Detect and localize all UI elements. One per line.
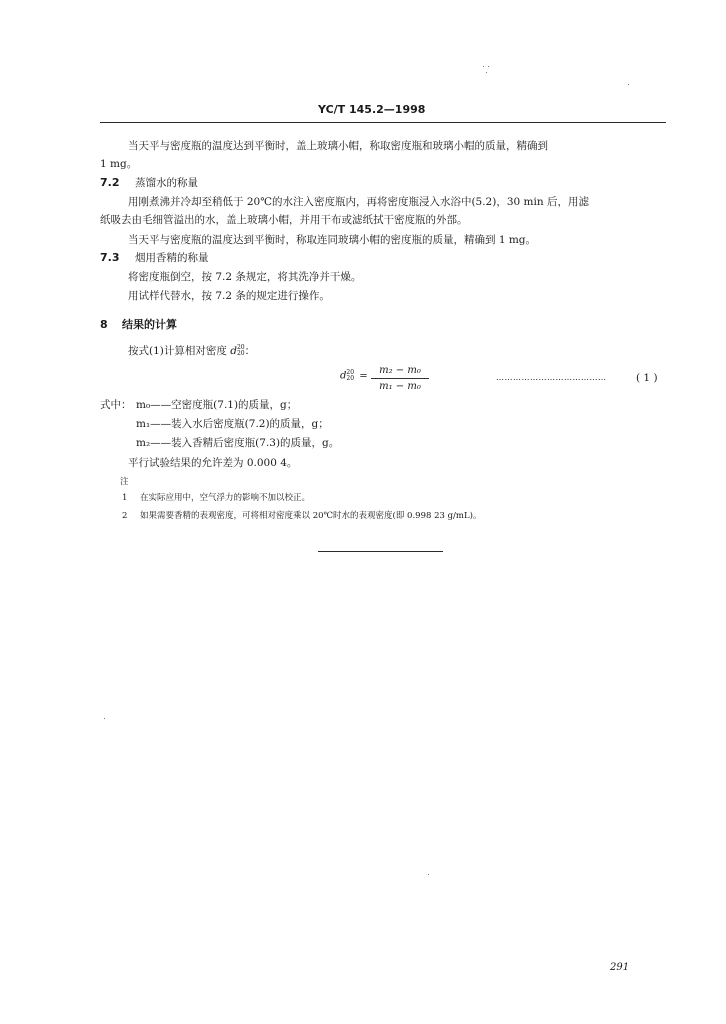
note-text: 如果需要香精的表观密度，可将相对密度乘以 20℃时水的表观密度(即 0.998 23 g/mL)。: [140, 511, 482, 521]
formula-intro-sub: 20: [236, 350, 245, 357]
formula-lhs: [340, 370, 368, 382]
note-number: 1: [122, 493, 128, 503]
section-number: 7.3: [100, 251, 120, 264]
formula-leader: …………………………………: [496, 373, 607, 382]
formula-numerator: m₂ − m₀: [379, 365, 421, 376]
formula-intro-symbol: d: [230, 345, 237, 357]
scan-speck: [628, 84, 629, 85]
end-rule: [318, 551, 443, 552]
paragraph-line: 用试样代替水，按 7.2 条的规定进行操作。: [128, 290, 330, 302]
formula-lhs-symbol: d: [340, 370, 347, 382]
paragraph-line: 纸吸去由毛细管溢出的水，盖上玻璃小帽，并用干布或滤纸拭干密度瓶的外部。: [100, 214, 468, 226]
variable-m0: m₀——空密度瓶(7.1)的质量，g；: [136, 399, 298, 411]
notes-label: 注: [120, 477, 129, 487]
paragraph-line: 将密度瓶倒空，按 7.2 条规定，将其洗净并干燥。: [128, 271, 362, 283]
section-title: 结果的计算: [122, 318, 177, 331]
paragraph-line: 当天平与密度瓶的温度达到平衡时，盖上玻璃小帽，称取密度瓶和玻璃小帽的质量，精确到: [128, 140, 548, 152]
scan-speck: [486, 72, 487, 73]
variable-m2: m₂——装入香精后密度瓶(7.3)的质量，g。: [136, 437, 340, 449]
paragraph-line: 用刚煮沸并冷却至稍低于 20℃的水注入密度瓶内，再将密度瓶浸入水浴中(5.2)，30 min 后，用滤: [128, 196, 589, 208]
section-title: 蒸馏水的称量: [135, 177, 198, 189]
scan-speck: [483, 66, 484, 67]
page-number: 291: [610, 962, 630, 973]
header-rule: [100, 122, 666, 123]
formula-denominator: m₁ − m₀: [379, 381, 421, 392]
scan-speck: [104, 718, 105, 719]
paragraph-line: 1 mg。: [100, 158, 138, 170]
note-text: 在实际应用中，空气浮力的影响不加以校正。: [140, 493, 311, 503]
formula-lhs-sup: 20: [346, 369, 355, 376]
formula-equals: =: [359, 370, 368, 382]
formula-intro: [128, 344, 255, 358]
fraction-bar: [371, 378, 429, 379]
formula-intro-colon: ：: [244, 345, 256, 357]
section-number: 7.2: [100, 176, 120, 189]
section-title: 烟用香精的称量: [135, 252, 209, 264]
scan-speck: [428, 874, 429, 875]
scan-speck: [488, 66, 489, 67]
note-number: 2: [122, 511, 128, 521]
standard-number: YC/T 145.2—1998: [318, 103, 426, 116]
paragraph-line: 当天平与密度瓶的温度达到平衡时，称取连同玻璃小帽的密度瓶的质量，精确到 1 mg。: [128, 234, 537, 246]
tolerance-text: 平行试验结果的允许差为 0.000 4。: [128, 457, 298, 469]
formula-intro-text: 按式(1)计算相对密度: [128, 345, 231, 357]
formula-lhs-sub: 20: [346, 375, 355, 382]
formula-number: ( 1 ): [636, 372, 658, 384]
variables-prefix: 式中：: [100, 399, 132, 411]
formula-intro-sup: 20: [236, 344, 245, 351]
variable-m1: m₁——装入水后密度瓶(7.2)的质量，g；: [136, 418, 329, 430]
section-number: 8: [100, 318, 108, 331]
